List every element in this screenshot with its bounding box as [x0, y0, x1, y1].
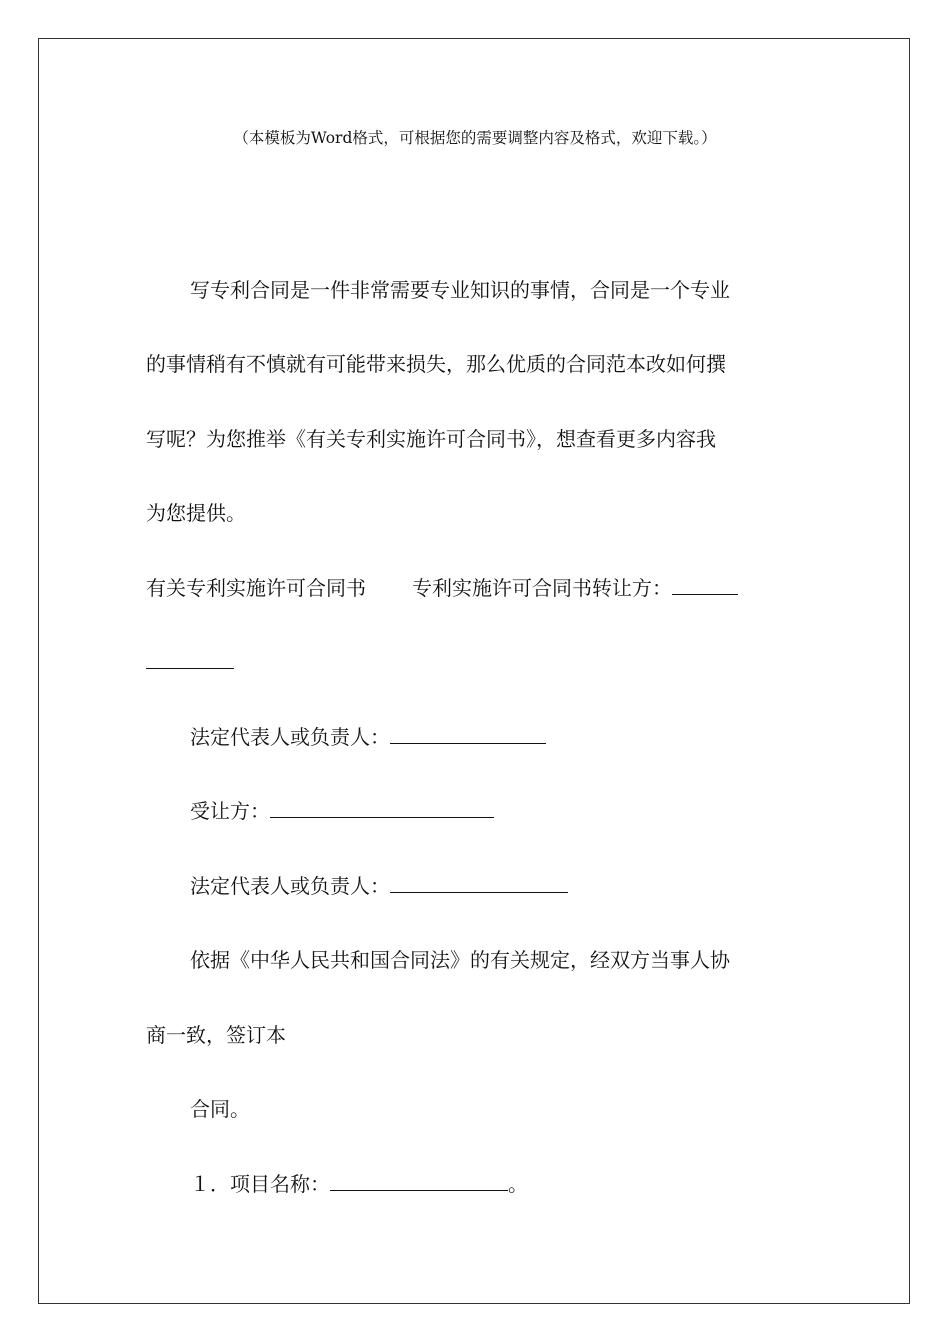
item-1-end: 。 [508, 1172, 528, 1196]
basis-line-1: 依据《中华人民共和国合同法》的有关规定，经双方当事人协 [190, 948, 730, 972]
basis-line-3: 合同。 [190, 1097, 250, 1121]
intro-line-2: 的事情稍有不慎就有可能带来损失，那么优质的合同范本改如何撰 [146, 352, 726, 376]
basis-line-2: 商一致，签订本 [146, 1023, 286, 1047]
template-note: （本模板为Word格式，可根据您的需要调整内容及格式，欢迎下载。） [233, 129, 717, 147]
legal-rep-line-1 [190, 724, 840, 750]
legal-rep-label-1: 法定代表人或负责人： [190, 725, 390, 749]
transferee-label: 受让方： [190, 799, 270, 823]
contract-title: 有关专利实施许可合同书 [146, 576, 366, 600]
transferor-blank-continued [146, 649, 796, 675]
item-1-line [190, 1171, 840, 1197]
legal-rep-blank-2[interactable] [390, 874, 568, 893]
intro-line-4: 为您提供。 [146, 501, 246, 525]
transferee-line [190, 798, 840, 824]
legal-rep-line-2 [190, 873, 840, 899]
project-name-blank[interactable] [330, 1172, 508, 1191]
legal-rep-label-2: 法定代表人或负责人： [190, 874, 390, 898]
intro-line-3: 写呢？为您推举《有关专利实施许可合同书》，想查看更多内容我 [146, 427, 716, 451]
transferor-blank-2[interactable] [146, 650, 234, 669]
transferor-blank[interactable] [672, 576, 738, 595]
transferor-label: 专利实施许可合同书转让方： [412, 576, 672, 600]
transferee-blank[interactable] [270, 799, 494, 818]
contract-title-line [146, 575, 796, 601]
item-1-label: １．项目名称： [190, 1172, 330, 1196]
legal-rep-blank-1[interactable] [390, 725, 546, 744]
intro-line-1: 写专利合同是一件非常需要专业知识的事情，合同是一个专业 [190, 278, 730, 302]
